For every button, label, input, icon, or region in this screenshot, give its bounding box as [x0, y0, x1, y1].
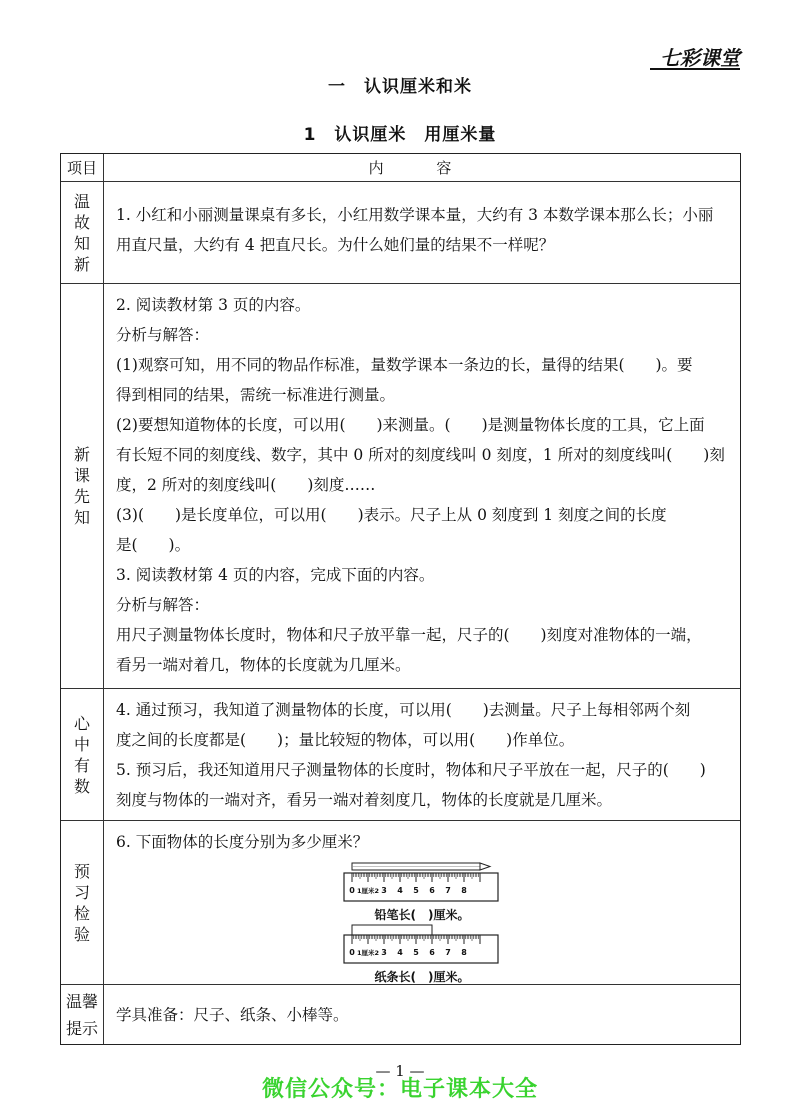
text-line: 3. 阅读教材第 4 页的内容，完成下面的内容。	[116, 566, 435, 584]
row-content-mind	[104, 689, 740, 820]
table-row-check	[61, 820, 740, 984]
chapter-title: 一 认识厘米和米	[328, 77, 472, 97]
pencil-ruler-figure	[342, 861, 502, 905]
lesson-title: 1 认识厘米 用厘米量	[303, 125, 497, 145]
ruler-number: 6	[429, 948, 435, 957]
ruler-number: 8	[461, 948, 467, 957]
ruler-number: 7	[445, 948, 451, 957]
text-line: 有长短不同的刻度线、数字，其中 0 所对的刻度线叫 0 刻度，1 所对的刻度线叫( )刻	[116, 446, 725, 464]
label-char: 有	[73, 755, 90, 775]
label-char: 验	[73, 924, 90, 944]
label-char: 心	[73, 713, 90, 733]
ruler-number: 3	[381, 886, 387, 895]
label-char: 预	[73, 861, 90, 881]
label-char: 知	[73, 233, 90, 253]
text-line: 度，2 所对的刻度线叫( )刻度……	[116, 476, 376, 494]
label-char: 检	[73, 903, 90, 923]
ruler-number: 5	[413, 948, 419, 957]
table-row-new	[61, 283, 740, 688]
row-label-mind	[61, 689, 104, 820]
row-content-new	[104, 284, 740, 688]
label-char: 习	[73, 882, 90, 902]
label-char: 故	[73, 212, 90, 232]
tip-text: 学具准备：尺子、纸条、小棒等。	[116, 1005, 349, 1024]
text-line: 分析与解答：	[116, 596, 210, 614]
row-content-tip	[104, 985, 740, 1044]
label-line: 温馨	[65, 991, 98, 1011]
ruler-number: 3	[381, 948, 387, 957]
watermark: 微信公众号：电子课本大全	[261, 1077, 538, 1102]
ruler-number: 4	[397, 948, 403, 957]
brand-underline	[650, 68, 740, 70]
paper-strip	[352, 925, 432, 935]
label-char: 温	[73, 191, 90, 211]
text-line: 用直尺量，大约有 4 把直尺长。为什么她们量的结果不一样呢？	[116, 236, 555, 254]
ruler-number: 1厘米2	[356, 887, 380, 895]
row-label-new	[61, 284, 104, 688]
page-number: — 1 —	[375, 1062, 425, 1080]
table-row-review	[61, 181, 740, 283]
ruler-number: 5	[413, 886, 419, 895]
text-line: 看另一端对着几，物体的长度就为几厘米。	[116, 656, 411, 674]
ruler-number: 8	[461, 886, 467, 895]
question-text: 6. 下面物体的长度分别为多少厘米？	[116, 833, 369, 851]
text-line: (3)( )是长度单位，可以用( )表示。尺子上从 0 刻度到 1 刻度之间的长度	[116, 506, 667, 524]
text-line: 度之间的长度都是( )；量比较短的物体，可以用( )作单位。	[116, 731, 575, 749]
table-row-tip	[61, 984, 740, 1044]
brand-logo: 七彩课堂	[660, 46, 740, 70]
text-line: 2. 阅读教材第 3 页的内容。	[116, 296, 311, 314]
ruler-number: 0	[349, 948, 355, 957]
ruler-number: 6	[429, 886, 435, 895]
pencil-caption: 铅笔长( )厘米。	[374, 908, 470, 922]
label-char: 中	[73, 734, 90, 754]
label-char: 课	[73, 466, 90, 485]
ruler-number: 4	[397, 886, 403, 895]
text-line: 分析与解答：	[116, 326, 210, 344]
text-line: 4. 通过预习，我知道了测量物体的长度，可以用( )去测量。尺子上每相邻两个刻	[116, 701, 691, 719]
table-row-mind	[61, 688, 740, 820]
text-line: (1)观察可知，用不同的物品作标准，量数学课本一条边的长，量得的结果( )。要	[116, 356, 693, 374]
pencil	[352, 863, 490, 870]
row-label-tip	[61, 985, 104, 1044]
paper-caption: 纸条长( )厘米。	[374, 970, 470, 984]
row-content-check	[104, 821, 740, 984]
label-char: 新	[73, 445, 90, 464]
text-line: 刻度与物体的一端对齐，看另一端对着刻度几，物体的长度就是几厘米。	[116, 791, 613, 809]
paper-ruler-figure	[342, 923, 502, 967]
header-content: 内 容	[368, 158, 476, 177]
label-char: 知	[73, 508, 90, 527]
text-line: 得到相同的结果，需统一标准进行测量。	[116, 386, 396, 404]
ruler-figures	[116, 861, 728, 985]
label-char: 先	[73, 487, 90, 506]
header-item: 项目	[61, 154, 104, 181]
label-line: 提示	[65, 1018, 98, 1038]
table-header-row	[61, 154, 740, 181]
ruler-number: 0	[349, 886, 355, 895]
text-line: 用尺子测量物体长度时，物体和尺子放平靠一起，尺子的( )刻度对准物体的一端，	[116, 626, 702, 644]
text-line: (2)要想知道物体的长度，可以用( )来测量。( )是测量物体长度的工具，它上面	[116, 416, 705, 434]
row-content-review	[104, 182, 740, 283]
label-char: 数	[73, 776, 90, 796]
row-label-review	[61, 182, 104, 283]
label-char: 新	[73, 254, 90, 274]
lesson-table	[60, 153, 741, 1045]
text-line: 5. 预习后，我还知道用尺子测量物体的长度时，物体和尺子平放在一起，尺子的( )	[116, 761, 706, 779]
ruler-number: 7	[445, 886, 451, 895]
text-line: 是( )。	[116, 536, 191, 554]
ruler-number: 1厘米2	[356, 949, 380, 957]
row-label-check	[61, 821, 104, 984]
text-line: 1. 小红和小丽测量课桌有多长，小红用数学课本量，大约有 3 本数学课本那么长；小丽	[116, 206, 714, 224]
